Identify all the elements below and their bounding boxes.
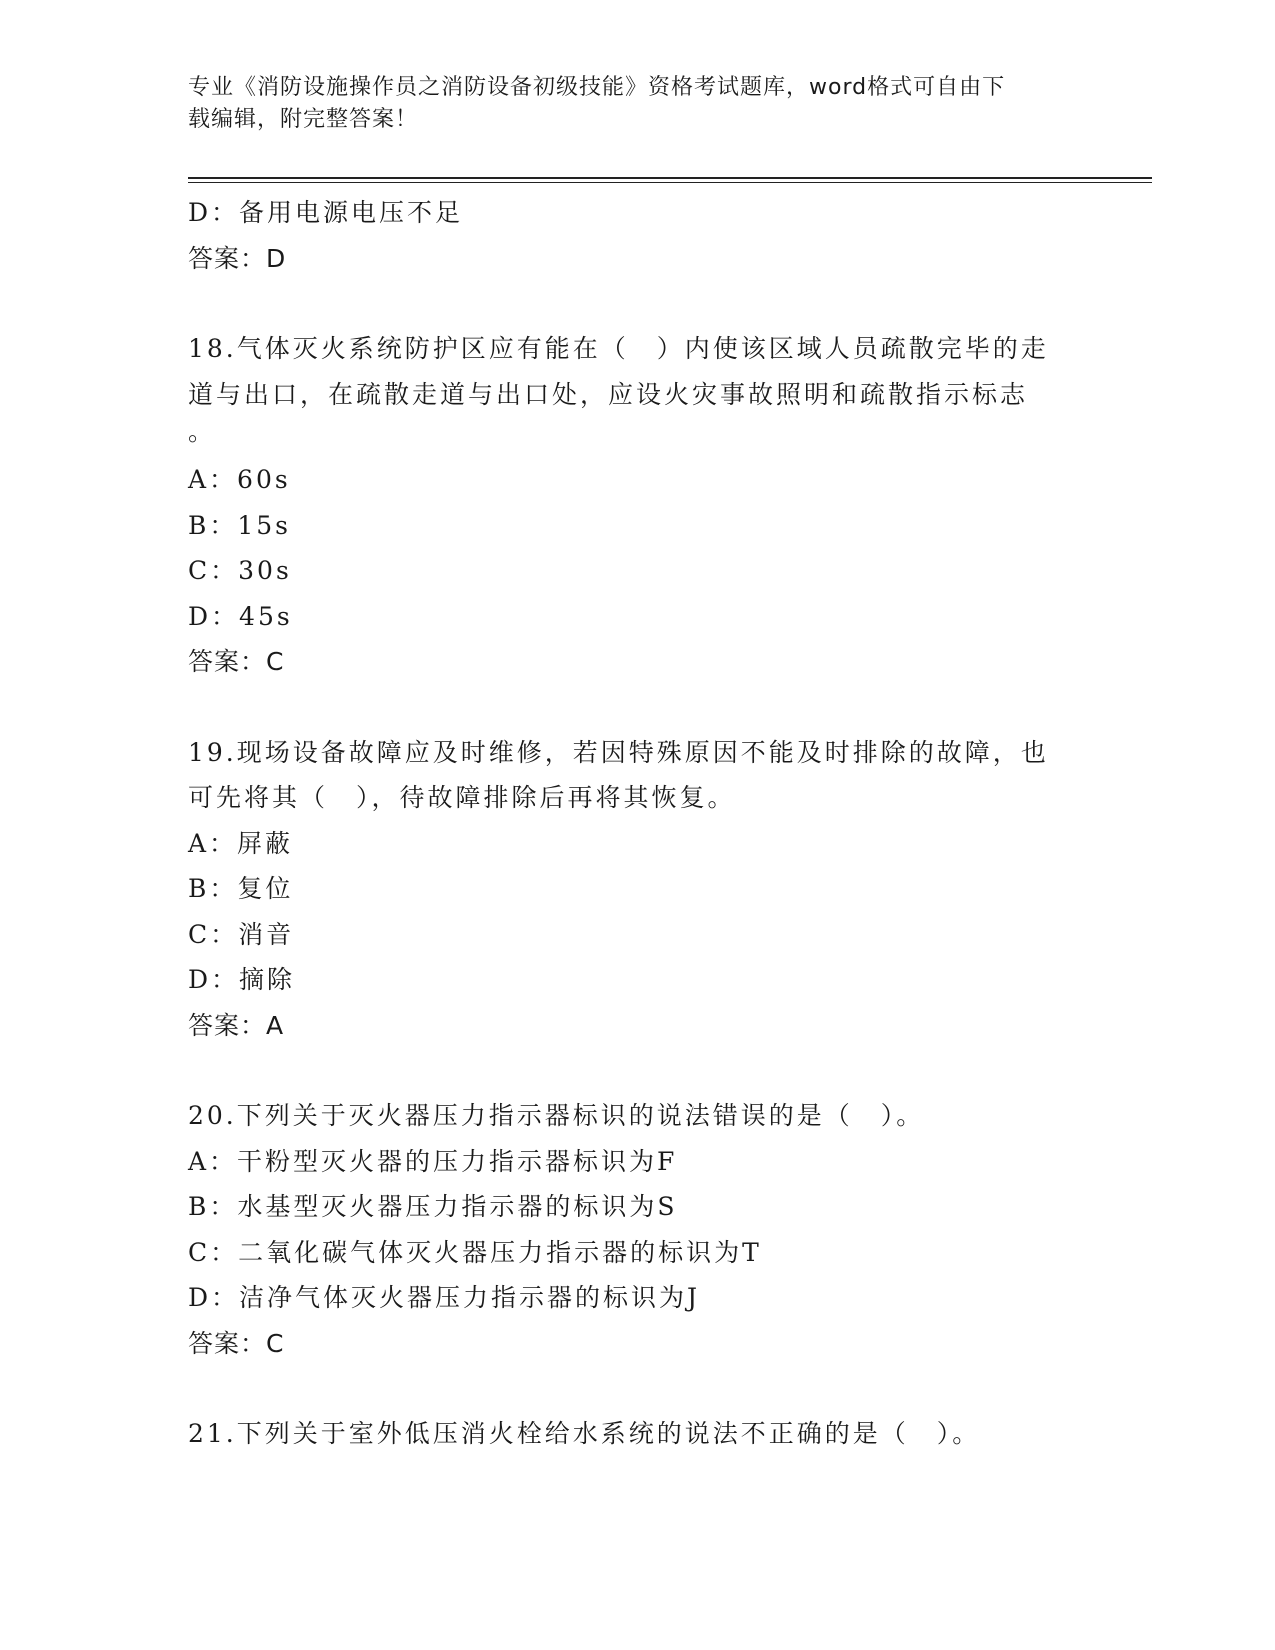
spacer	[188, 685, 1088, 730]
header-line-2: 载编辑，附完整答案！	[188, 107, 419, 132]
header-line-1: 专业《消防设施操作员之消防设备初级技能》资格考试题库，word格式可自由下	[188, 75, 1006, 100]
spacer	[188, 281, 1088, 326]
q18-answer: 答案：C	[188, 647, 285, 676]
q18-option-a: A：60s	[188, 465, 291, 494]
q20-option-c: C：二氧化碳气体灭火器压力指示器的标识为T	[188, 1237, 762, 1267]
spacer	[188, 1048, 1088, 1093]
prev-answer: 答案：D	[188, 243, 287, 273]
q18-text-line-3: 。	[188, 417, 217, 446]
prev-option-d: D：备用电源电压不足	[188, 198, 464, 227]
q19-option-a: A：屏蔽	[188, 828, 294, 858]
q20-answer: 答案：C	[188, 1328, 285, 1358]
q20-text-line-1: 20.下列关于灭火器压力指示器标识的说法错误的是（ ）。	[188, 1101, 925, 1130]
q19-option-b: B：复位	[188, 874, 294, 903]
q19-answer: 答案：A	[188, 1010, 285, 1040]
spacer	[188, 1366, 1088, 1411]
q18-option-d: D：45s	[188, 601, 293, 631]
header-divider-thick	[188, 177, 1152, 179]
q20-option-d: D：洁净气体灭火器压力指示器的标识为J	[188, 1283, 701, 1312]
q18-text-line-2: 道与出口，在疏散走道与出口处，应设火灾事故照明和疏散指示标志	[188, 379, 1029, 409]
header-divider-thin	[188, 182, 1152, 183]
document-body	[188, 190, 1088, 1457]
q20-option-b: B：水基型灭火器压力指示器的标识为S	[188, 1192, 678, 1221]
q18-option-b: B：15s	[188, 510, 292, 540]
q19-text-line-2: 可先将其（ ），待故障排除后再将其恢复。	[188, 783, 736, 812]
q18-option-c: C：30s	[188, 556, 292, 585]
document-header	[188, 72, 1088, 136]
q21-text-line-1: 21.下列关于室外低压消火栓给水系统的说法不正确的是（ ）。	[188, 1419, 981, 1448]
q19-option-c: C：消音	[188, 919, 295, 949]
q19-text-line-1: 19.现场设备故障应及时维修，若因特殊原因不能及时排除的故障，也	[188, 737, 1049, 767]
q20-option-a: A：干粉型灭火器的压力指示器标识为F	[188, 1146, 678, 1176]
q19-option-d: D：摘除	[188, 965, 296, 994]
q18-text-line-1: 18.气体灭火系统防护区应有能在（ ）内使该区域人员疏散完毕的走	[188, 334, 1049, 363]
